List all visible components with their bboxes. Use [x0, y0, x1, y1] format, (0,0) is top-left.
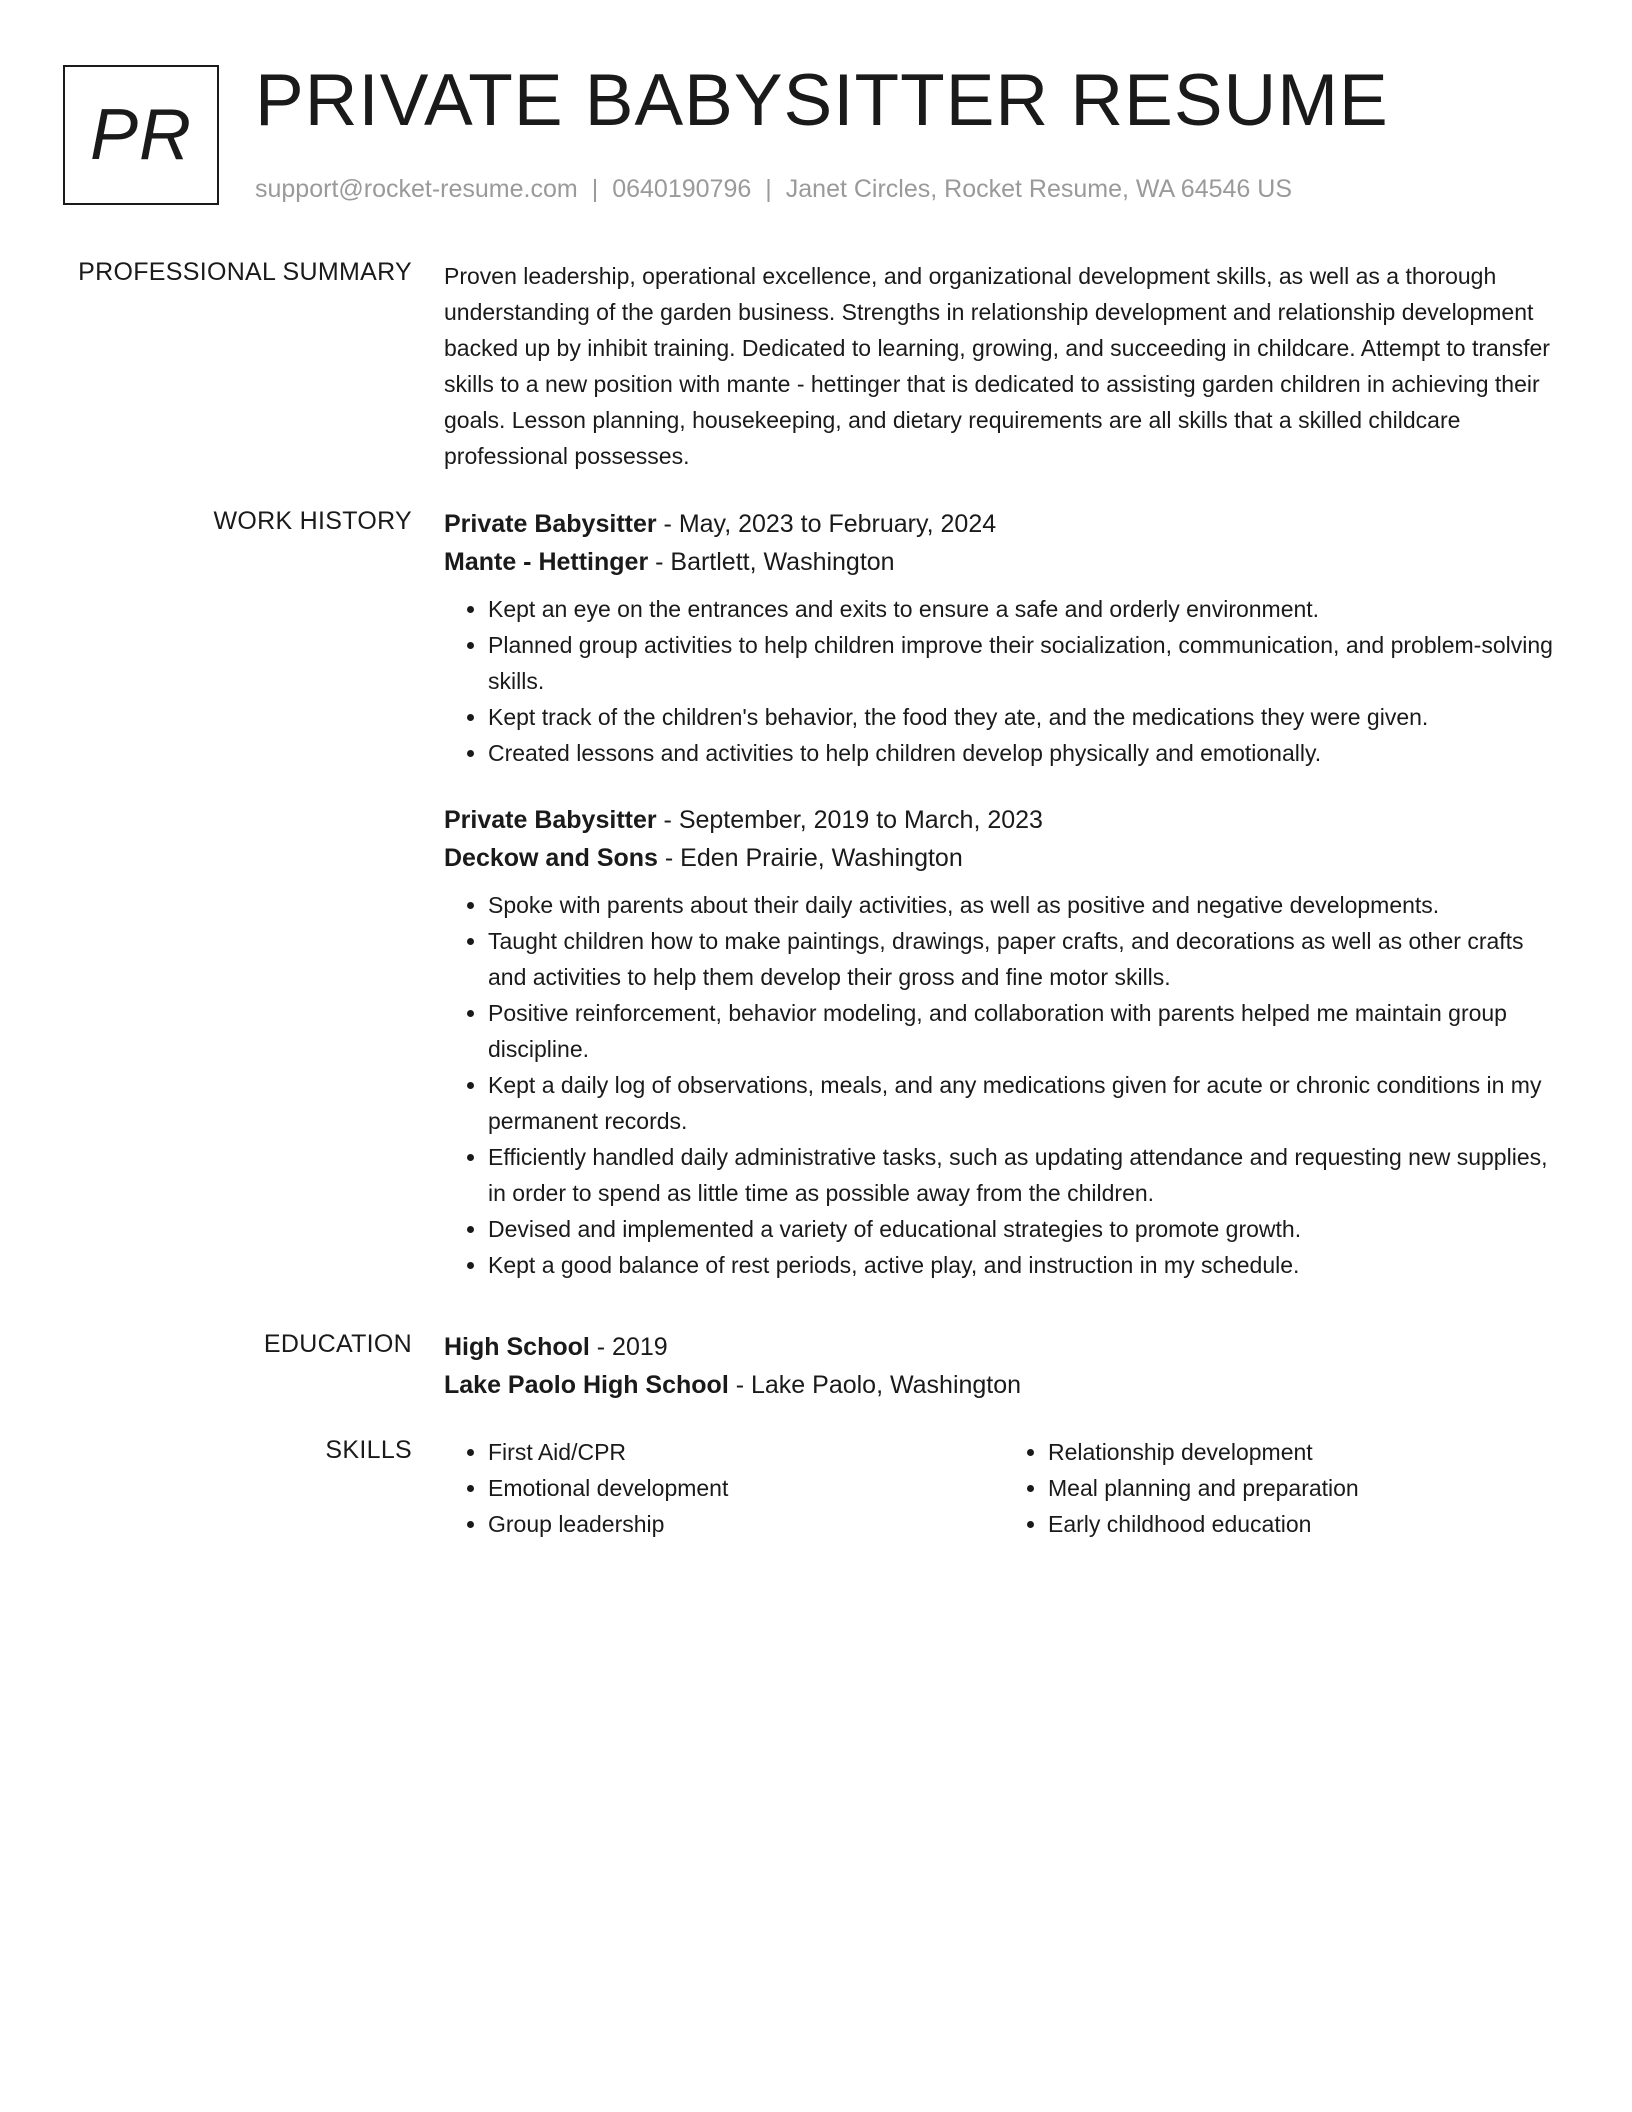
job-title: Private Babysitter: [444, 806, 657, 834]
skills-body: [444, 1434, 1564, 1542]
summary-body: [444, 258, 1564, 474]
education-body: [444, 1328, 1564, 1404]
job-location: - Eden Prairie, Washington: [657, 844, 963, 872]
contact-line: [255, 175, 1292, 204]
list-item: • Taught children how to make paintings, drawings, paper crafts, and decorations as well as other crafts and activities to help them develop their gross and fine motor skills.: [488, 923, 1564, 995]
education-location: - Lake Paolo, Washington: [728, 1371, 1022, 1399]
job-entry: [444, 801, 1564, 1283]
skills-list-left: [444, 1434, 1004, 1542]
job-company-line: [444, 839, 1564, 877]
job-title: Private Babysitter: [444, 510, 657, 538]
list-item: • Positive reinforcement, behavior modeling, and collaboration with parents helped me maintain group discipline.: [488, 995, 1564, 1067]
education-school-line: [444, 1366, 1564, 1404]
summary-text: Proven leadership, operational excellence, and organizational development skills, as well as a thorough understanding of the garden business. Strengths in relationship development and relationship development backed up by inhibit training. Dedicated to learning, growing, and succeeding in childcare. Attempt to transfer skills to a new position with mante - hettinger that is dedicated to assisting garden children in achieving their goals. Lesson planning, housekeeping, and dietary requirements are all skills that a skilled childcare professional possesses.: [444, 263, 1550, 469]
skill-item: • First Aid/CPR: [488, 1434, 1004, 1470]
job-title-line: [444, 505, 1564, 543]
contact-separator: |: [765, 175, 772, 203]
list-item: • Devised and implemented a variety of educational strategies to promote growth.: [488, 1211, 1564, 1247]
list-item: • Planned group activities to help children improve their socialization, communication, and problem-solving skills.: [488, 627, 1564, 699]
job-entry: [444, 505, 1564, 771]
job-duties-list: [444, 887, 1564, 1283]
job-company: Deckow and Sons: [444, 844, 658, 872]
contact-phone: 0640190796: [612, 175, 752, 203]
section-label-summary: PROFESSIONAL SUMMARY: [78, 258, 412, 286]
education-school: Lake Paolo High School: [444, 1371, 729, 1399]
contact-address: Janet Circles, Rocket Resume, WA 64546 US: [785, 175, 1292, 203]
list-item: • Kept an eye on the entrances and exits to ensure a safe and orderly environment.: [488, 591, 1564, 627]
education-year: - 2019: [589, 1333, 668, 1361]
skills-list-right: [1004, 1434, 1564, 1542]
job-dates: - September, 2019 to March, 2023: [656, 806, 1043, 834]
skill-item: • Meal planning and preparation: [1048, 1470, 1564, 1506]
job-company: Mante - Hettinger: [444, 548, 649, 576]
skill-item: • Relationship development: [1048, 1434, 1564, 1470]
section-label-education: EDUCATION: [263, 1330, 412, 1358]
work-history-body: [444, 505, 1564, 1283]
list-item: • Efficiently handled daily administrative tasks, such as updating attendance and requesting new supplies, in order to spend as little time as possible away from the children.: [488, 1139, 1564, 1211]
list-item: • Kept track of the children's behavior, the food they ate, and the medications they were given.: [488, 699, 1564, 735]
skill-item: • Early childhood education: [1048, 1506, 1564, 1542]
skill-item: • Emotional development: [488, 1470, 1004, 1506]
job-title-line: [444, 801, 1564, 839]
list-item: • Kept a good balance of rest periods, active play, and instruction in my schedule.: [488, 1247, 1564, 1283]
job-company-line: [444, 543, 1564, 581]
monogram-logo: PR: [63, 65, 219, 205]
skills-grid: [444, 1434, 1564, 1542]
list-item: • Spoke with parents about their daily activities, as well as positive and negative developments.: [488, 887, 1564, 923]
section-label-skills: SKILLS: [325, 1436, 412, 1464]
resume-header: [63, 60, 1563, 215]
job-location: - Bartlett, Washington: [648, 548, 895, 576]
education-degree-line: [444, 1328, 1564, 1366]
job-duties-list: [444, 591, 1564, 771]
list-item: • Created lessons and activities to help children develop physically and emotionally.: [488, 735, 1564, 771]
contact-email: support@rocket-resume.com: [255, 175, 578, 203]
page-title: PRIVATE BABYSITTER RESUME: [255, 60, 1389, 141]
skill-item: • Group leadership: [488, 1506, 1004, 1542]
job-dates: - May, 2023 to February, 2024: [656, 510, 997, 538]
education-degree: High School: [444, 1333, 590, 1361]
list-item: • Kept a daily log of observations, meals, and any medications given for acute or chronic conditions in my permanent records.: [488, 1067, 1564, 1139]
contact-separator: |: [591, 175, 599, 203]
section-label-work-history: WORK HISTORY: [213, 507, 412, 535]
